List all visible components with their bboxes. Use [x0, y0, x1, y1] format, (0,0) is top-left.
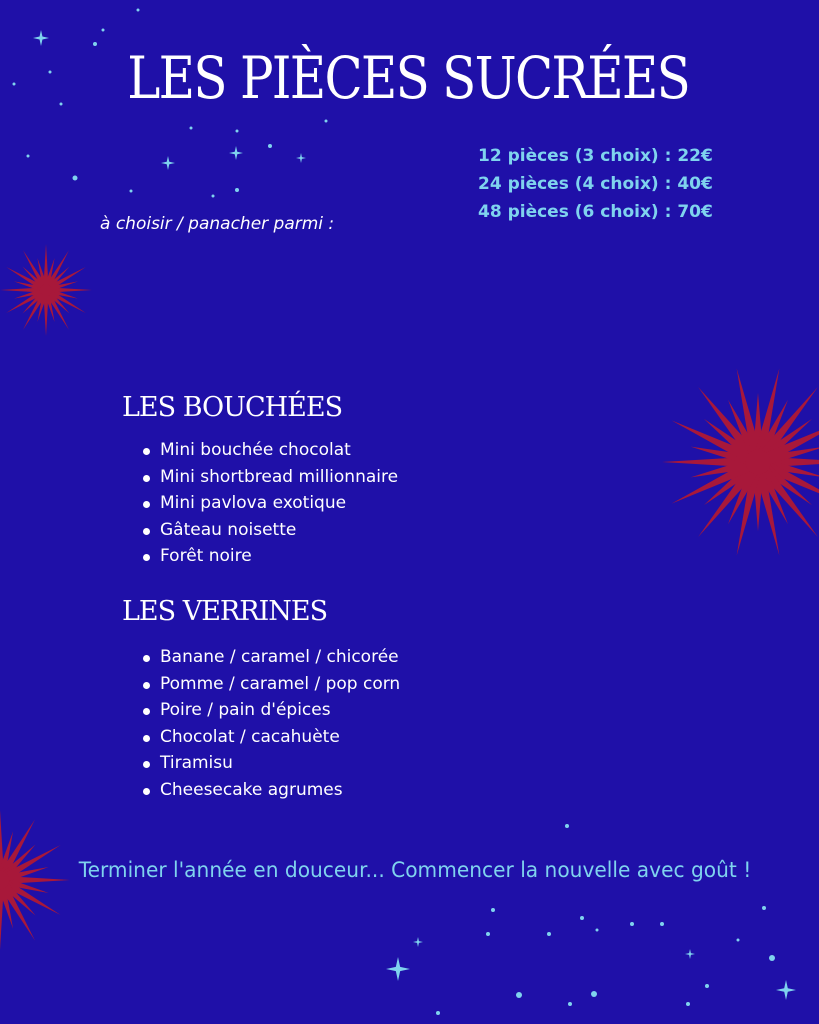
section-title-verrines: LES VERRINES	[122, 596, 328, 627]
dot-star-icon	[737, 939, 740, 942]
sparkle-star-icon	[685, 949, 695, 959]
dot-star-icon	[130, 190, 133, 193]
list-item: Cheesecake agrumes	[140, 777, 400, 804]
section-title-bouchees: LES BOUCHÉES	[122, 392, 343, 423]
dot-star-icon	[13, 83, 16, 86]
dot-star-icon	[565, 824, 569, 828]
dot-star-icon	[102, 29, 105, 32]
dot-star-icon	[769, 955, 775, 961]
sparkle-star-icon	[776, 980, 796, 1000]
dot-star-icon	[686, 1002, 690, 1006]
dot-star-icon	[235, 188, 239, 192]
dot-star-icon	[73, 176, 78, 181]
price-line: 12 pièces (3 choix) : 22€	[478, 146, 713, 166]
price-list	[478, 142, 713, 226]
verrines-list	[140, 644, 400, 803]
list-item: Pomme / caramel / pop corn	[140, 671, 400, 698]
dot-star-icon	[580, 916, 584, 920]
sparkle-star-icon	[161, 156, 175, 170]
dot-star-icon	[660, 922, 664, 926]
list-item: Banane / caramel / chicorée	[140, 644, 400, 671]
sparkle-star-icon	[33, 30, 49, 46]
dot-star-icon	[436, 1011, 440, 1015]
dot-star-icon	[268, 144, 272, 148]
sparkle-star-icon	[386, 957, 410, 981]
price-line: 48 pièces (6 choix) : 70€	[478, 202, 713, 222]
tagline: Terminer l'année en douceur... Commencer la nouvelle avec goût !	[78, 858, 752, 882]
list-item: Poire / pain d'épices	[140, 697, 400, 724]
dot-star-icon	[190, 127, 193, 130]
list-item: Chocolat / cacahuète	[140, 724, 400, 751]
dot-star-icon	[596, 929, 599, 932]
firework-burst-icon	[0, 244, 92, 336]
bouchees-list	[140, 437, 398, 570]
list-item: Mini pavlova exotique	[140, 490, 398, 517]
list-item: Forêt noire	[140, 543, 398, 570]
sparkle-star-icon	[229, 146, 243, 160]
dot-star-icon	[705, 984, 709, 988]
dot-star-icon	[212, 195, 215, 198]
dot-star-icon	[630, 922, 634, 926]
dot-star-icon	[27, 155, 30, 158]
choice-subtitle: à choisir / panacher parmi :	[100, 214, 335, 234]
dot-star-icon	[547, 932, 551, 936]
list-item: Tiramisu	[140, 750, 400, 777]
dot-star-icon	[325, 120, 328, 123]
list-item: Gâteau noisette	[140, 517, 398, 544]
firework-burst-icon	[662, 368, 819, 555]
page-title: LES PIÈCES SUCRÉES	[127, 44, 690, 112]
dot-star-icon	[516, 992, 522, 998]
price-line: 24 pièces (4 choix) : 40€	[478, 174, 713, 194]
dot-star-icon	[491, 908, 495, 912]
sparkle-star-icon	[296, 153, 306, 163]
list-item: Mini shortbread millionnaire	[140, 464, 398, 491]
list-item: Mini bouchée chocolat	[140, 437, 398, 464]
dot-star-icon	[762, 906, 766, 910]
dot-star-icon	[591, 991, 597, 997]
dot-star-icon	[137, 9, 140, 12]
dot-star-icon	[568, 1002, 572, 1006]
sparkle-star-icon	[413, 937, 423, 947]
dot-star-icon	[236, 130, 239, 133]
dot-star-icon	[49, 71, 52, 74]
dot-star-icon	[486, 932, 490, 936]
